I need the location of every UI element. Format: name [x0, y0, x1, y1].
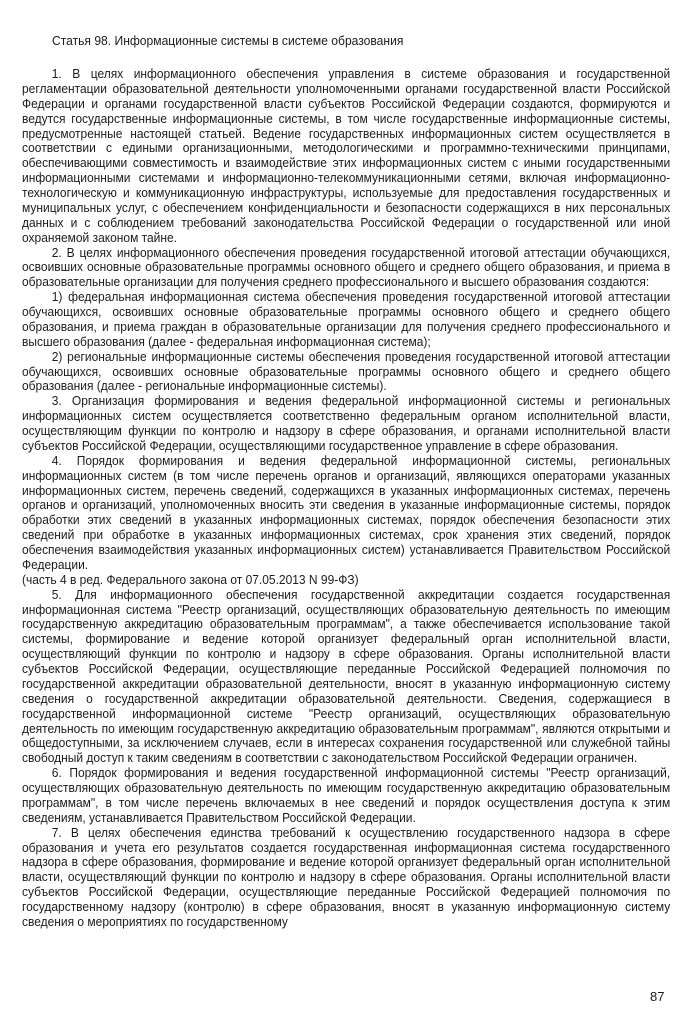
- paragraph-6: 6. Порядок формирования и ведения государственной информационной системы "Реестр организаций, осуществляющих образовательную деятельность по имеющим государственную аккредитацию образовательным программам", в том числе перечень включаемых в нее сведений и порядок осуществления доступа к этим сведениям, устанавливается Правительством Российской Федерации.: [22, 765, 671, 825]
- article-body: [22, 67, 670, 930]
- paragraph-5: 5. Для информационного обеспечения государственной аккредитации создается государственная информационная система "Реестр организаций, осуществляющих образовательную деятельность по имеющим государственную аккредитацию образовательным программам", а также обеспечивается использование такой системы, формирование и ведение которой организует федеральный орган исполнительной власти, осуществляющий функции по контролю и надзору в сфере образования. Органы исполнительной власти субъектов Российской Федерации, осуществляющие переданные Российской Федерацией полномочия по государственной аккредитации образовательной деятельности, вносят в указанную информационную систему сведения о государственной аккредитации образовательной деятельности. Сведения, содержащиеся в государственной информационной системе "Реестр организаций, осуществляющих образовательную деятельность по имеющим государственную аккредитацию образовательным программам", являются открытыми и общедоступными, за исключением случаев, если в интересах сохранения государственной или служебной тайны свободный доступ к таким сведениям в соответствии с законодательством Российской Федерации ограничен.: [22, 586, 671, 766]
- paragraph-2: 2. В целях информационного обеспечения проведения государственной итоговой аттестации обучающихся, освоивших основные образовательные программы основного общего и среднего общего образования, и приема в образовательные организации для получения среднего профессионального и высшего образования создаются:: [22, 244, 671, 290]
- paragraph-7: 7. В целях обеспечения единства требований к осуществлению государственного надзора в сфере образования и учета его результатов создается государственная информационная система государственного надзора в сфере образования, формирование и ведение которой организует федеральный орган исполнительной власти, осуществляющий функции по контролю и надзору в сфере образования. Органы исполнительной власти субъектов Российской Федерации, осуществляющие переданные Российской Федерацией полномочия по государственному надзору (контролю) в сфере образования, вносят в указанную информационную систему сведения о мероприятиях по государственному: [22, 824, 671, 929]
- amendment-note: (часть 4 в ред. Федерального закона от 07.05.2013 N 99-ФЗ): [22, 571, 359, 587]
- paragraph-4: 4. Порядок формирования и ведения федеральной информационной системы, региональных информационных систем (в том числе перечень органов и организаций, являющихся операторами указанных информационных систем, перечень сведений, содержащихся в указанных информационных системах, перечень органов и организаций, уполномоченных вносить эти сведения в указанные информационные системы, порядок обработки этих сведений в указанных информационных системах, порядок обеспечения безопасности этих сведений при обработке в указанных информационных системах, срок хранения этих сведений, порядок обеспечения взаимодействия указанных информационных систем) устанавливается Правительством Российской Федерации.: [22, 452, 671, 572]
- paragraph-2-item-1: 1) федеральная информационная система обеспечения проведения государственной итоговой аттестации обучающихся, освоивших основные образовательные программы основного общего и среднего общего образования, и приема граждан в образовательные организации для получения среднего профессионального и высшего образования (далее - федеральная информационная система);: [22, 289, 671, 349]
- page-number: 87: [650, 989, 665, 1004]
- paragraph-2-item-2: 2) региональные информационные системы обеспечения проведения государственной итоговой аттестации обучающихся, освоивших основные образовательные программы основного общего и среднего общего образования (далее - региональные информационные системы).: [22, 348, 671, 394]
- paragraph-1: 1. В целях информационного обеспечения управления в системе образования и государственной регламентации образовательной деятельности уполномоченными органами государственной власти Российской Федерации и органами государственной власти субъектов Российской Федерации создаются, формируются и ведутся государственные информационные системы, в том числе государственные информационные системы, предусмотренные настоящей статьей. Ведение государственных информационных систем осуществляется в соответствии с едиными организационными, методологическими и программно-техническими принципами, обеспечивающими совместимость и взаимодействие этих информационных систем с иными государственными информационными системами и информационно-телекоммуникационными сетями, включая информационно-технологическую и коммуникационную инфраструктуры, используемые для предоставления государственных и муниципальных услуг, с обеспечением конфиденциальности и безопасности содержащихся в них персональных данных и с соблюдением требований законодательства Российской Федерации о государственной или иной охраняемой законом тайне.: [22, 66, 671, 245]
- paragraph-3: 3. Организация формирования и ведения федеральной информационной системы и региональных информационных систем осуществляется соответственно федеральным органом исполнительной власти, осуществляющим функции по контролю и надзору в сфере образования, и органами исполнительной власти субъектов Российской Федерации, осуществляющими государственное управление в сфере образования.: [22, 393, 671, 453]
- article-title: Статья 98. Информационные системы в системе образования: [52, 33, 404, 48]
